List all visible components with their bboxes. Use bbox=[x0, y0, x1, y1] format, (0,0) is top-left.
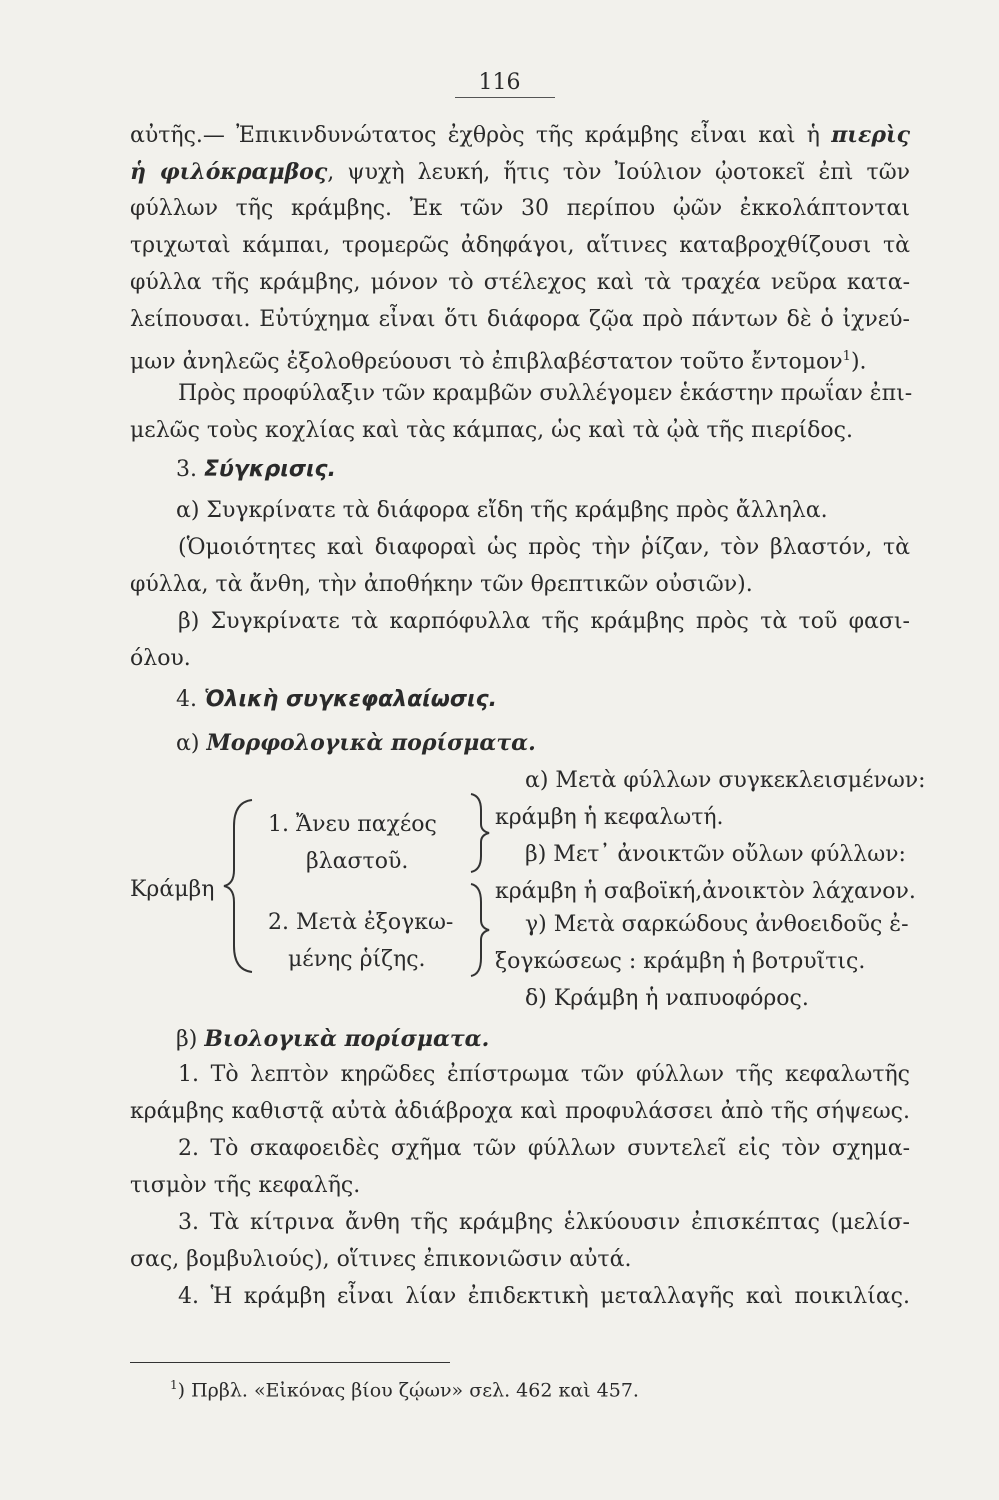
right-brace-upper bbox=[465, 790, 495, 876]
table-root: Κράμβη bbox=[130, 877, 215, 902]
table-left2-line2: μένης ῥίζης. bbox=[288, 947, 426, 972]
para1-text: αὐτῆς.— Ἐπικινδυνώτατος ἐχθρὸς τῆς κράμβης εἶναι καὶ ἡ bbox=[130, 123, 832, 148]
para1-line6: λείπουσαι. Εὐτύχημα εἶναι ὅτι διάφορα ζῷα πρὸ πάντων δὲ ὁ ἰχνεύ- bbox=[130, 307, 910, 332]
table-left1-line1: 1. Ἄνευ παχέος bbox=[268, 812, 437, 837]
page-number: 116 bbox=[478, 70, 521, 95]
biology-heading bbox=[176, 1024, 956, 1055]
para1-line1 bbox=[130, 120, 910, 151]
table-r-c1: γ) Μετὰ σαρκώδους ἀνθοειδοῦς ἐ- bbox=[525, 912, 909, 937]
list-prefix: α) bbox=[176, 731, 200, 756]
left-brace bbox=[222, 796, 262, 976]
table-r-a1: α) Μετὰ φύλλων συγκεκλεισμένων: bbox=[525, 768, 926, 793]
para2-line1: Πρὸς προφύλαξιν τῶν κραμβῶν συλλέγομεν ἑκάστην πρωΐαν ἐπι- bbox=[178, 381, 913, 406]
conclusion1-line2: κράμβης καθιστᾷ αὐτὰ ἀδιάβροχα καὶ προφυλάσσει ἀπὸ τῆς σήψεως. bbox=[130, 1099, 910, 1124]
conclusion2-line2: τισμὸν τῆς κεφαλῆς. bbox=[130, 1173, 361, 1198]
footnote-ref: 1 bbox=[842, 349, 851, 364]
footnote-text: ) Πρβλ. «Εἰκόνας βίου ζῴων» σελ. 462 καὶ 457. bbox=[177, 1379, 639, 1402]
conclusion1-line1: 1. Τὸ λεπτὸν κηρῶδες ἐπίστρωμα τῶν φύλλων τῆς κεφαλωτῆς bbox=[178, 1062, 910, 1087]
section3-heading bbox=[176, 455, 956, 485]
table-r-c2: ξογκώσεως : κράμβη ἡ βοτρυῖτις. bbox=[495, 949, 866, 974]
conclusion2-line1: 2. Τὸ σκαφοειδὲς σχῆμα τῶν φύλλων συντελεῖ εἰς τὸν σχημα- bbox=[178, 1136, 910, 1161]
section3-a-line3: φύλλα, τὰ ἄνθη, τὴν ἀποθήκην τῶν θρεπτικῶν οὐσιῶν). bbox=[130, 572, 753, 597]
table-r-d1: δ) Κράμβη ἡ ναπυοφόρος. bbox=[525, 986, 809, 1011]
section-title: Σύγκρισις. bbox=[204, 457, 336, 482]
section3-a-line2: (Ὁμοιότητες καὶ διαφοραὶ ὡς πρὸς τὴν ῥίζαν, τὸν βλαστόν, τὰ bbox=[178, 535, 910, 560]
table-left1-line2: βλαστοῦ. bbox=[306, 849, 409, 874]
conclusion3-line2: σας, βομβυλιούς), οἵτινες ἐπικονιῶσιν αὐτά. bbox=[130, 1247, 632, 1272]
section4-heading bbox=[176, 685, 956, 715]
section-number: 3. bbox=[176, 457, 197, 482]
para2-line2: μελῶς τοὺς κοχλίας καὶ τὰς κάμπας, ὡς καὶ τὰ ᾠὰ τῆς πιερίδος. bbox=[130, 418, 853, 443]
para1-line3: φύλλων τῆς κράμβης. Ἐκ τῶν 30 περίπου ᾠῶν ἐκκολάπτονται bbox=[130, 196, 910, 221]
species-name: ἡ φιλόκραμβος bbox=[130, 159, 328, 185]
page-number-rule bbox=[455, 97, 555, 98]
section3-b-line1: β) Συγκρίνατε τὰ καρπόφυλλα τῆς κράμβης πρὸς τὰ τοῦ φασι- bbox=[178, 609, 910, 634]
table-r-b1: β) Μετ᾽ ἀνοικτῶν οὔλων φύλλων: bbox=[525, 842, 906, 867]
para1-text: μων ἀνηλεῶς ἐξολοθρεύουσι τὸ ἐπιβλαβέστατον τοῦτο ἔντομον bbox=[130, 349, 843, 375]
table-r-a2: κράμβη ἡ κεφαλωτή. bbox=[495, 805, 724, 830]
footnote bbox=[170, 1372, 639, 1403]
section3-b-line2: όλου. bbox=[130, 646, 191, 671]
morphology-heading bbox=[176, 728, 956, 759]
para1-text: , ψυχὴ λευκή, ἥτις τὸν Ἰούλιον ᾠοτοκεῖ ἐπὶ τῶν bbox=[327, 160, 911, 185]
para1-text: ). bbox=[850, 349, 867, 375]
list-prefix: β) bbox=[176, 1027, 198, 1052]
conclusion3-line1: 3. Τὰ κίτρινα ἄνθη τῆς κράμβης ἑλκύουσιν ἐπισκέπτας (μελίσ- bbox=[178, 1210, 910, 1235]
pieris-term: πιερὶς bbox=[831, 122, 910, 148]
table-r-b2: κράμβη ἡ σαβοϊκή,ἀνοικτὸν λάχανον. bbox=[495, 879, 916, 904]
para1-line4: τριχωταὶ κάμπαι, τρομερῶς ἀδηφάγοι, αἵτινες καταβροχθίζουσι τὰ bbox=[130, 233, 910, 258]
footnote-marker: 1 bbox=[170, 1378, 178, 1392]
footnote-rule bbox=[130, 1362, 450, 1363]
subsection-title: Βιολογικὰ πορίσματα. bbox=[204, 1026, 490, 1052]
subsection-title: Μορφολογικὰ πορίσματα. bbox=[206, 730, 536, 756]
right-brace-lower bbox=[465, 880, 495, 980]
para1-line2 bbox=[130, 157, 910, 188]
para1-line5: φύλλα τῆς κράμβης, μόνον τὸ στέλεχος καὶ τὰ τραχέα νεῦρα κατα- bbox=[130, 270, 910, 295]
section3-a-line1: α) Συγκρίνατε τὰ διάφορα εἴδη τῆς κράμβης πρὸς ἄλληλα. bbox=[176, 498, 828, 523]
conclusion4-line1: 4. Ἡ κράμβη εἶναι λίαν ἐπιδεκτικὴ μεταλλαγῆς καὶ ποικιλίας. bbox=[178, 1284, 910, 1309]
table-left2-line1: 2. Μετὰ ἐξογκω- bbox=[268, 910, 454, 935]
section-number: 4. bbox=[176, 687, 197, 712]
section-title: Ὁλικὴ συγκεφαλαίωσις. bbox=[204, 687, 497, 712]
para1-line7 bbox=[130, 342, 910, 377]
